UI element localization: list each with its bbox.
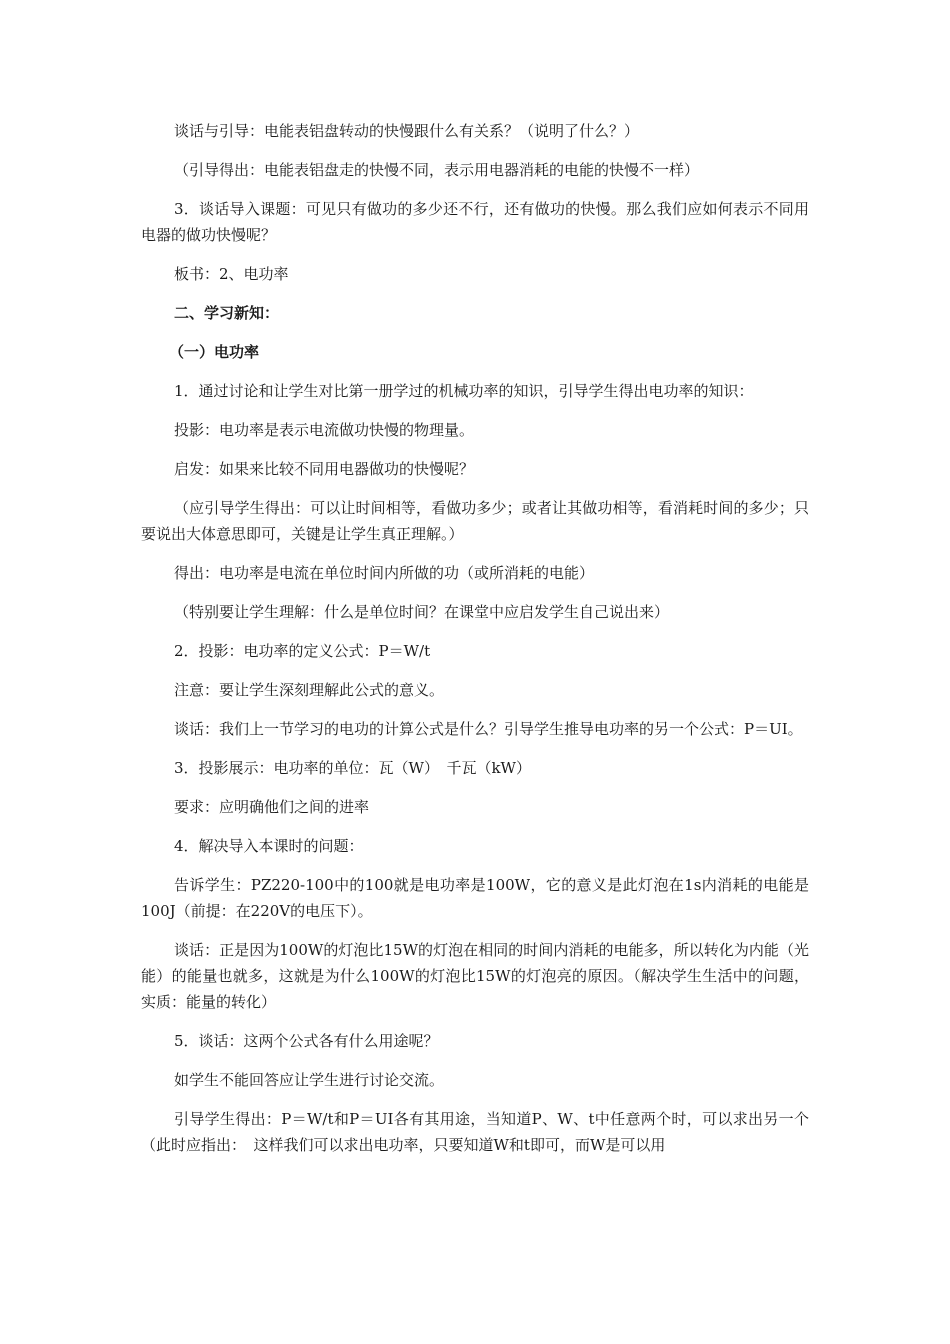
paragraph: 谈话：正是因为100W的灯泡比15W的灯泡在相同的时间内消耗的电能多，所以转化为内能（光能）的能量也就多，这就是为什么100W的灯泡比15W的灯泡亮的原因。（解决学生生活中的问题，实质：能量的转化） [141, 941, 809, 1011]
paragraph: 投影：电功率是表示电流做功快慢的物理量。 [174, 421, 475, 439]
paragraph: 告诉学生：PZ220-100中的100就是电功率是100W，它的意义是此灯泡在1s内消耗的电能是100J（前提：在220V的电压下）。 [141, 876, 809, 920]
paragraph: 板书：2、电功率 [174, 265, 289, 283]
paragraph: 3．谈话导入课题：可见只有做功的多少还不行，还有做功的快慢。那么我们应如何表示不同用电器的做功快慢呢？ [141, 200, 809, 244]
subsection-heading: （一）电功率 [169, 343, 260, 361]
paragraph: 启发：如果来比较不同用电器做功的快慢呢？ [174, 460, 475, 478]
paragraph: 5．谈话：这两个公式各有什么用途呢？ [174, 1032, 439, 1050]
paragraph: 注意：要让学生深刻理解此公式的意义。 [174, 681, 445, 699]
paragraph: （应引导学生得出：可以让时间相等，看做功多少；或者让其做功相等，看消耗时间的多少；只要说出大体意思即可，关键是让学生真正理解。） [141, 499, 809, 543]
paragraph: 谈话：我们上一节学习的电功的计算公式是什么？引导学生推导电功率的另一个公式：P＝UI。 [174, 720, 803, 738]
document-body [141, 118, 809, 1171]
paragraph: 引导学生得出：P＝W/t和P＝UI各有其用途，当知道P、W、t中任意两个时，可以求出另一个（此时应指出： 这样我们可以求出电功率，只要知道W和t即可，而W是可以用 [141, 1110, 809, 1154]
paragraph: 1．通过讨论和让学生对比第一册学过的机械功率的知识，引导学生得出电功率的知识： [174, 382, 754, 400]
paragraph: 4．解决导入本课时的问题： [174, 837, 364, 855]
paragraph: （特别要让学生理解：什么是单位时间？在课堂中应启发学生自己说出来） [174, 603, 670, 621]
paragraph: 得出：电功率是电流在单位时间内所做的功（或所消耗的电能） [174, 564, 595, 582]
paragraph: （引导得出：电能表铝盘走的快慢不同，表示用电器消耗的电能的快慢不一样） [174, 161, 700, 179]
section-heading: 二、学习新知： [174, 304, 280, 322]
paragraph: 3．投影展示：电功率的单位：瓦（W） 千瓦（kW） [174, 759, 531, 777]
paragraph: 2．投影：电功率的定义公式：P＝W/t [174, 642, 431, 660]
paragraph: 要求：应明确他们之间的进率 [174, 798, 370, 816]
paragraph: 谈话与引导：电能表铝盘转动的快慢跟什么有关系？（说明了什么？） [174, 122, 640, 140]
paragraph: 如学生不能回答应让学生进行讨论交流。 [174, 1071, 445, 1089]
